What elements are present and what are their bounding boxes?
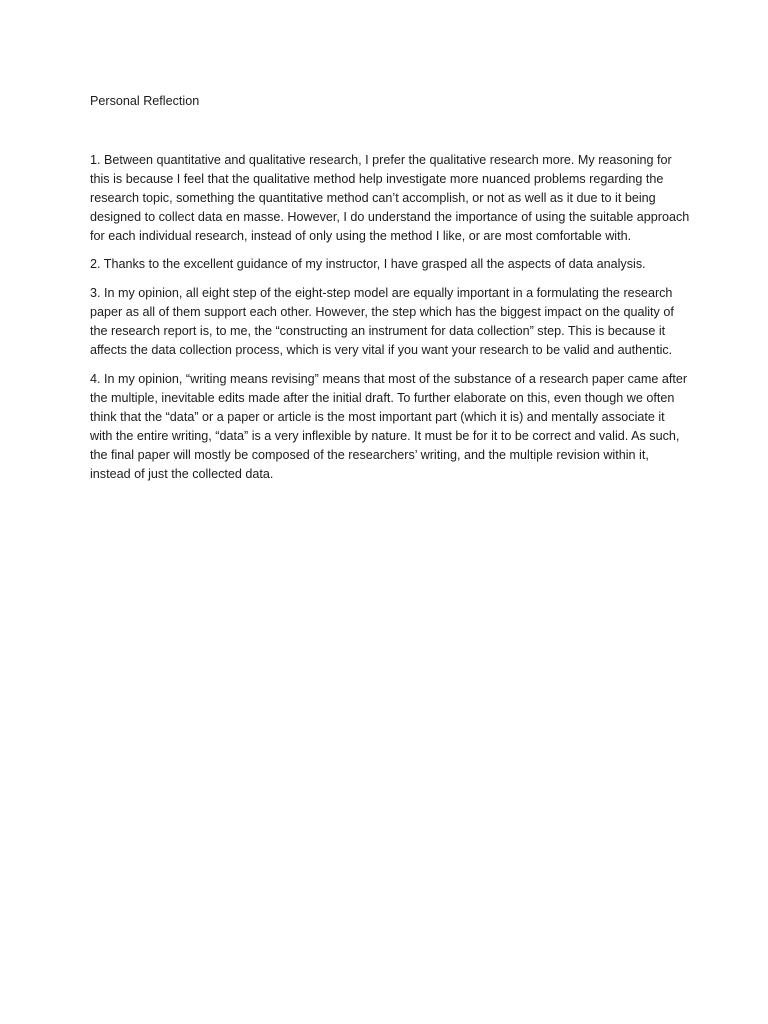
paragraph-4: 4. In my opinion, “writing means revising” means that most of the substance of a research paper came after the multiple, inevitable edits made after the initial draft. To further elaborate on this, even though we often think that the “data” or a paper or article is the most important part (which it is) and mentally associate it with the entire writing, “data” is a very inflexible by nature. It must be for it to be correct and valid. As such, the final paper will mostly be composed of the researchers’ writing, and the multiple revision within it, instead of just the collected data. [90, 371, 688, 481]
paragraph-1: 1. Between quantitative and qualitative research, I prefer the qualitative research more. My reasoning for this is because I feel that the qualitative method help investigate more nuanced problems regarding the research topic, something the quantitative method can’t accomplish, or not as well as it due to it being designed to collect data en masse. However, I do understand the importance of using the suitable approach for each individual research, instead of only using the method I like, or are most comfortable with. [90, 152, 690, 243]
document-title: Personal Reflection [90, 94, 200, 108]
document-body [90, 92, 690, 493]
paragraph-3: 3. In my opinion, all eight step of the eight-step model are equally important in a formulating the research paper as all of them support each other. However, the step which has the biggest impact on the quality of the research report is, to me, the “constructing an instrument for data collection” step. This is because it affects the data collection process, which is very vital if you want your research to be valid and authentic. [90, 286, 674, 358]
paragraph-2: 2. Thanks to the excellent guidance of my instructor, I have grasped all the aspects of data analysis. [90, 257, 646, 272]
